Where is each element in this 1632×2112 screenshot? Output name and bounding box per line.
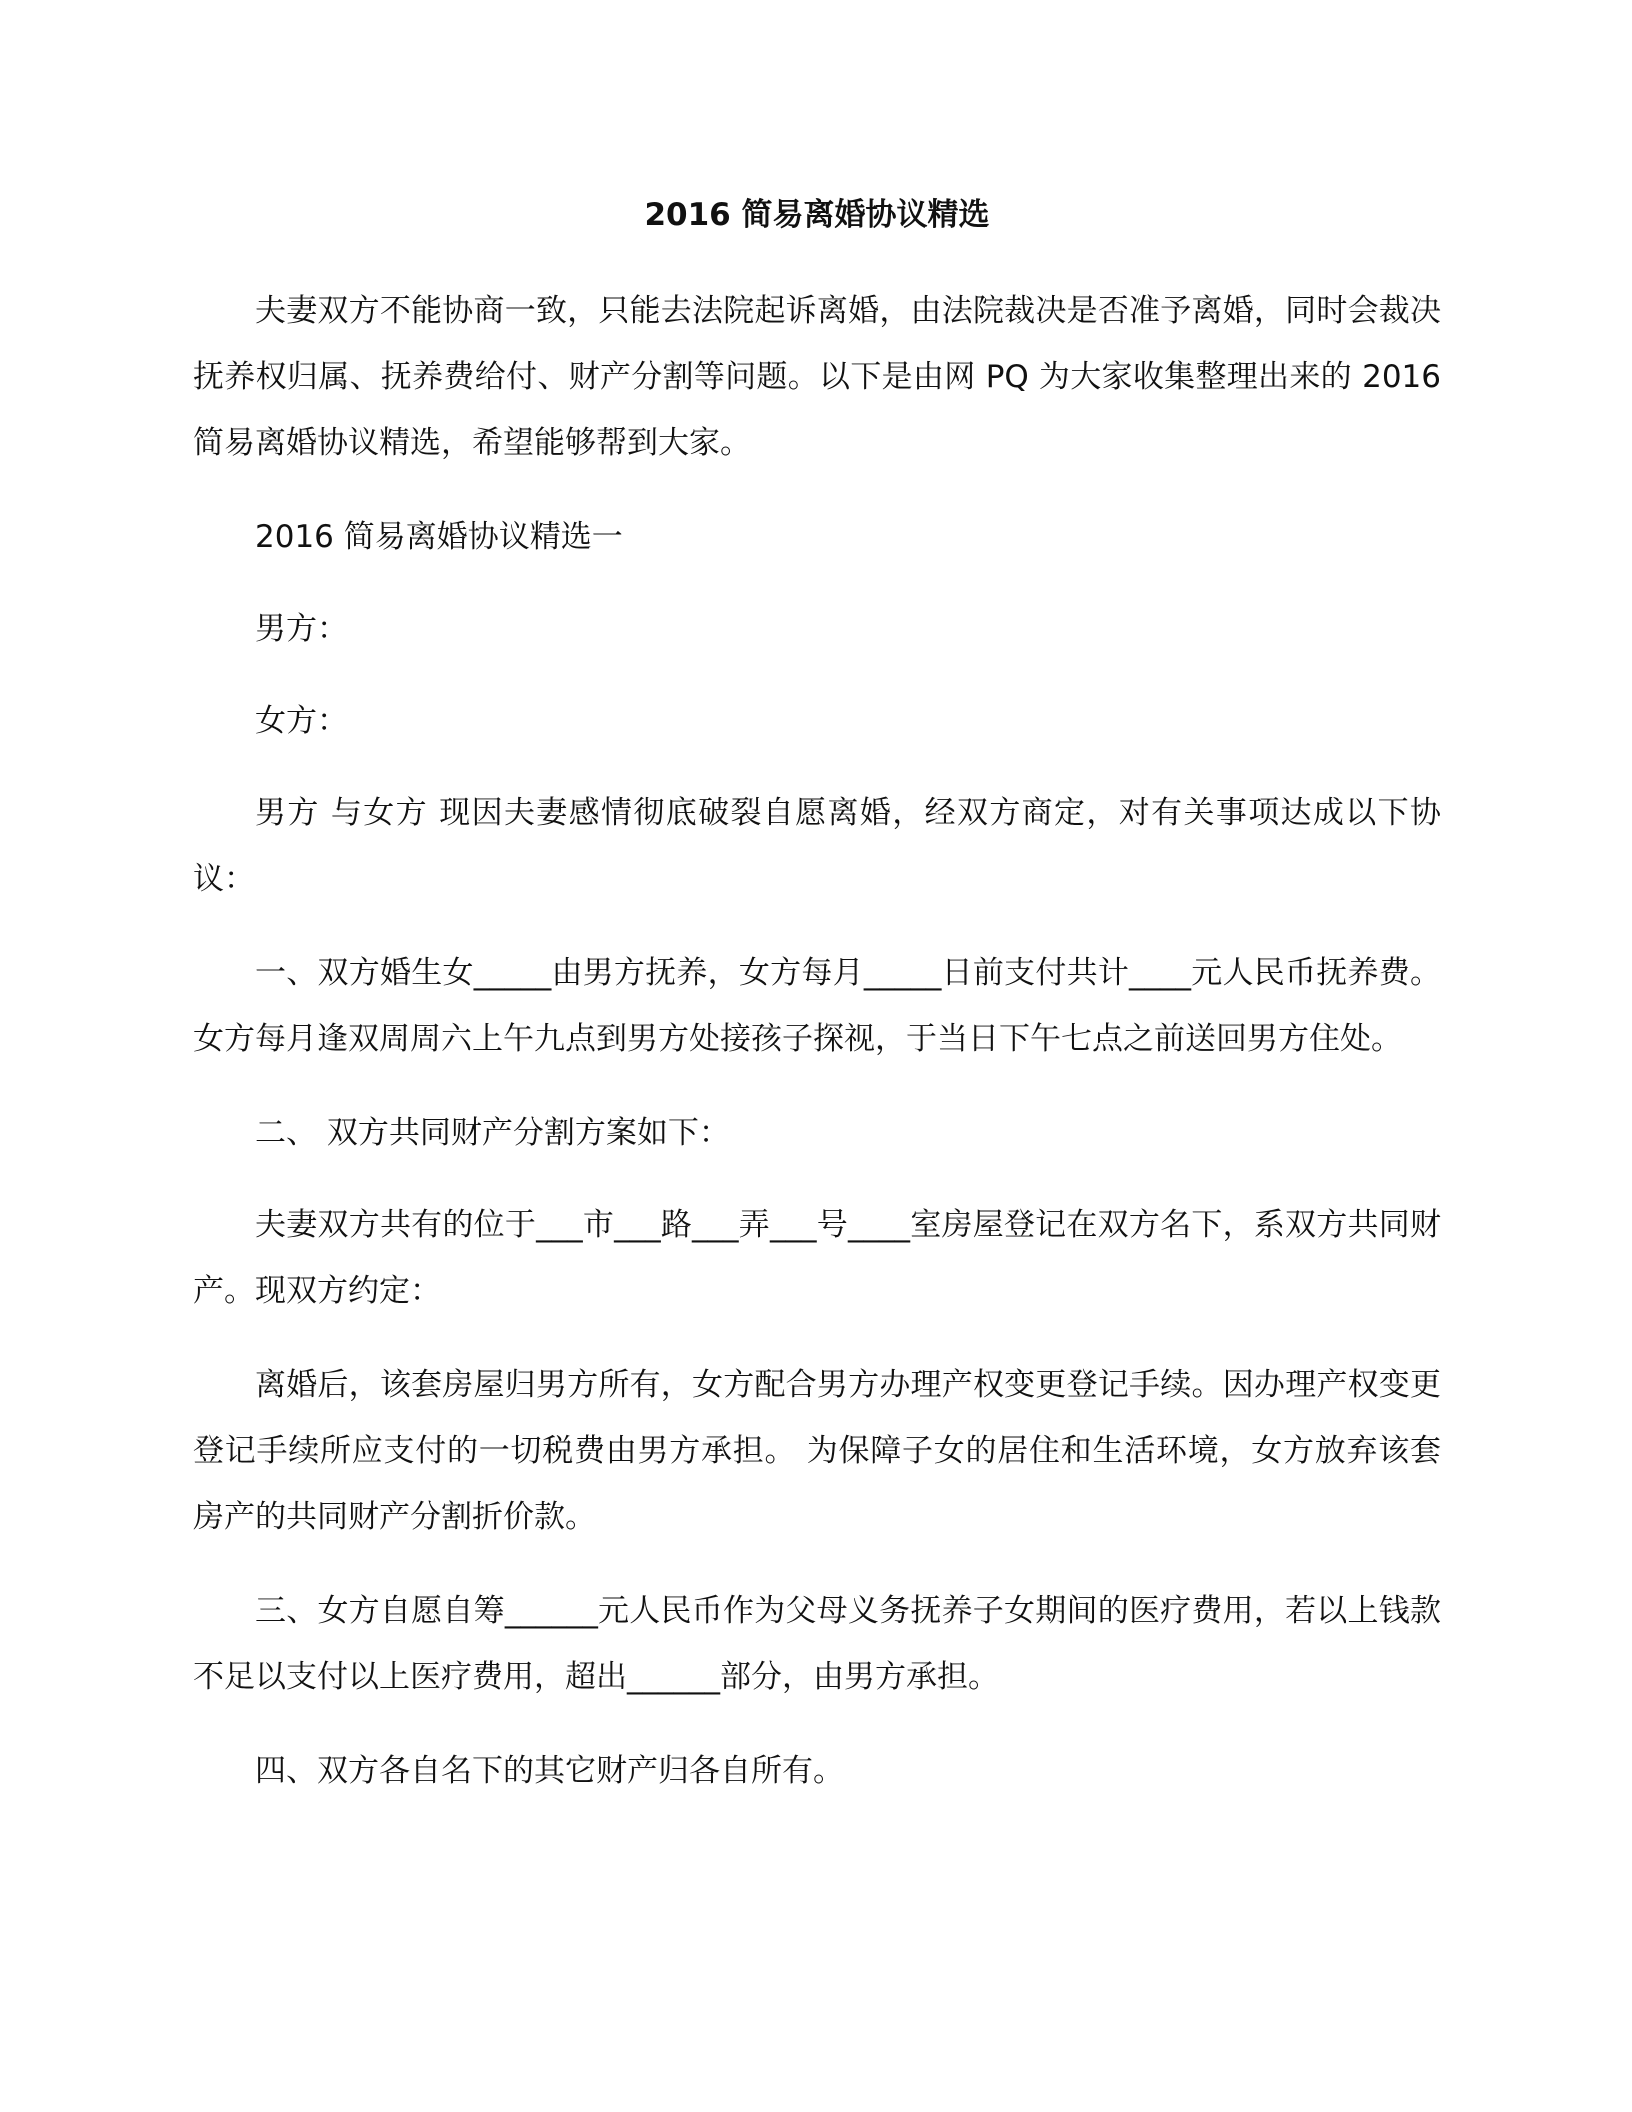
agreement-preamble: 男方 与女方 现因夫妻感情彻底破裂自愿离婚，经双方商定，对有关事项达成以下协议： — [193, 795, 1441, 897]
female-party-line: 女方： — [255, 703, 348, 739]
clause-four-other-property: 四、双方各自名下的其它财产归各自所有。 — [255, 1753, 844, 1789]
clause-two-heading: 二、 双方共同财产分割方案如下： — [255, 1115, 730, 1151]
document-body — [193, 190, 1441, 1832]
intro-paragraph: 夫妻双方不能协商一致，只能去法院起诉离婚，由法院裁决是否准予离婚，同时会裁决抚养权归属、抚养费给付、财产分割等问题。以下是由网 PQ 为大家收集整理出来的 2016 简易离婚协议精选，希望能够帮到大家。 — [193, 293, 1441, 461]
clause-three-medical: 三、女方自愿自筹______元人民币作为父母义务抚养子女期间的医疗费用，若以上钱款不足以支付以上医疗费用，超出______部分，由男方承担。 — [193, 1593, 1441, 1695]
male-party-line: 男方： — [255, 611, 348, 647]
clause-one-custody: 一、双方婚生女_____由男方抚养，女方每月_____日前支付共计____元人民币抚养费。女方每月逢双周周六上午九点到男方处接孩子探视，于当日下午七点之前送回男方住处。 — [193, 955, 1441, 1057]
document-title: 2016 简易离婚协议精选 — [644, 197, 990, 233]
clause-two-terms: 离婚后，该套房屋归男方所有，女方配合男方办理产权变更登记手续。因办理产权变更登记手续所应支付的一切税费由男方承担。 为保障子女的居住和生活环境，女方放弃该套房产的共同财产分割折价款。 — [193, 1367, 1441, 1535]
section-heading: 2016 简易离婚协议精选一 — [255, 519, 623, 555]
clause-two-property: 夫妻双方共有的位于___市___路___弄___号____室房屋登记在双方名下，系双方共同财产。现双方约定： — [193, 1207, 1441, 1309]
